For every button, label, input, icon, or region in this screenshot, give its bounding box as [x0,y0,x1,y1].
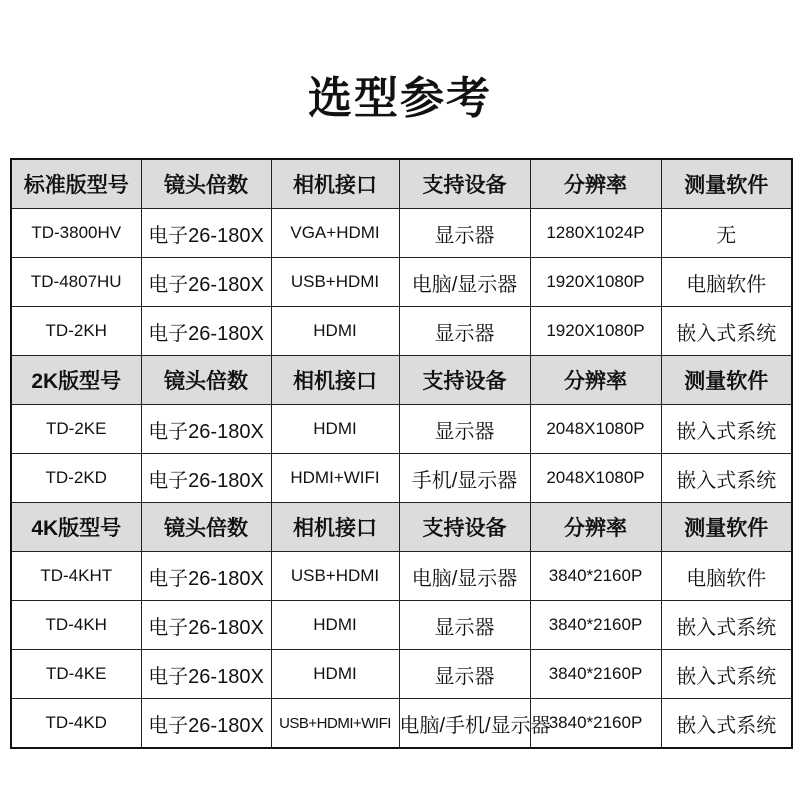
cell-resolution: 3840*2160P [530,699,661,749]
cell-device: 显示器 [399,307,530,356]
header-cell-resolution: 分辨率 [530,159,661,209]
cell-resolution: 3840*2160P [530,552,661,601]
cell-model: TD-2KH [11,307,141,356]
header-cell-software: 测量软件 [661,356,792,405]
header-cell-resolution: 分辨率 [530,503,661,552]
header-cell-interface: 相机接口 [271,503,399,552]
cell-software: 电脑软件 [661,258,792,307]
table-row [11,699,792,749]
cell-resolution: 1280X1024P [530,209,661,258]
table-row [11,258,792,307]
cell-zoom: 电子26-180X [141,307,271,356]
cell-software: 嵌入式系统 [661,454,792,503]
cell-software: 嵌入式系统 [661,601,792,650]
header-cell-device: 支持设备 [399,356,530,405]
cell-zoom: 电子26-180X [141,650,271,699]
page-title: 选型参考 [308,74,492,123]
cell-software: 嵌入式系统 [661,699,792,749]
cell-model: TD-2KD [11,454,141,503]
cell-resolution: 2048X1080P [530,405,661,454]
cell-zoom: 电子26-180X [141,209,271,258]
cell-device: 显示器 [399,405,530,454]
cell-interface: HDMI [271,405,399,454]
table-row [11,405,792,454]
cell-interface: VGA+HDMI [271,209,399,258]
table-row [11,307,792,356]
cell-resolution: 3840*2160P [530,650,661,699]
header-cell-zoom: 镜头倍数 [141,159,271,209]
cell-resolution: 3840*2160P [530,601,661,650]
header-cell-zoom: 镜头倍数 [141,356,271,405]
cell-interface: HDMI+WIFI [271,454,399,503]
cell-interface: HDMI [271,601,399,650]
cell-device: 显示器 [399,209,530,258]
cell-zoom: 电子26-180X [141,699,271,749]
cell-interface: USB+HDMI [271,258,399,307]
table-row [11,552,792,601]
cell-software: 嵌入式系统 [661,650,792,699]
header-cell-zoom: 镜头倍数 [141,503,271,552]
header-cell-device: 支持设备 [399,159,530,209]
cell-software: 嵌入式系统 [661,307,792,356]
header-cell-software: 测量软件 [661,159,792,209]
cell-device: 电脑/显示器 [399,552,530,601]
cell-zoom: 电子26-180X [141,405,271,454]
cell-model: TD-4KE [11,650,141,699]
cell-interface: HDMI [271,650,399,699]
cell-zoom: 电子26-180X [141,454,271,503]
header-cell-model: 标准版型号 [11,159,141,209]
cell-resolution: 2048X1080P [530,454,661,503]
cell-zoom: 电子26-180X [141,552,271,601]
header-cell-model: 2K版型号 [11,356,141,405]
table-row [11,601,792,650]
cell-interface: HDMI [271,307,399,356]
header-cell-software: 测量软件 [661,503,792,552]
header-cell-resolution: 分辨率 [530,356,661,405]
header-cell-device: 支持设备 [399,503,530,552]
cell-interface: USB+HDMI+WIFI [271,699,399,749]
cell-device: 显示器 [399,601,530,650]
section-header-row [11,503,792,552]
cell-model: TD-4807HU [11,258,141,307]
cell-model: TD-2KE [11,405,141,454]
table-row [11,650,792,699]
table-row [11,454,792,503]
section-header-row [11,356,792,405]
cell-device: 显示器 [399,650,530,699]
table-row [11,209,792,258]
section-header-row [11,159,792,209]
header-cell-interface: 相机接口 [271,356,399,405]
cell-model: TD-4KD [11,699,141,749]
cell-model: TD-4KHT [11,552,141,601]
header-cell-interface: 相机接口 [271,159,399,209]
cell-interface: USB+HDMI [271,552,399,601]
cell-zoom: 电子26-180X [141,258,271,307]
cell-model: TD-4KH [11,601,141,650]
cell-resolution: 1920X1080P [530,307,661,356]
cell-device: 电脑/手机/显示器 [399,699,530,749]
cell-device: 电脑/显示器 [399,258,530,307]
model-selection-table [10,158,793,749]
cell-software: 无 [661,209,792,258]
cell-model: TD-3800HV [11,209,141,258]
cell-software: 嵌入式系统 [661,405,792,454]
cell-software: 电脑软件 [661,552,792,601]
header-cell-model: 4K版型号 [11,503,141,552]
cell-zoom: 电子26-180X [141,601,271,650]
cell-device: 手机/显示器 [399,454,530,503]
cell-resolution: 1920X1080P [530,258,661,307]
